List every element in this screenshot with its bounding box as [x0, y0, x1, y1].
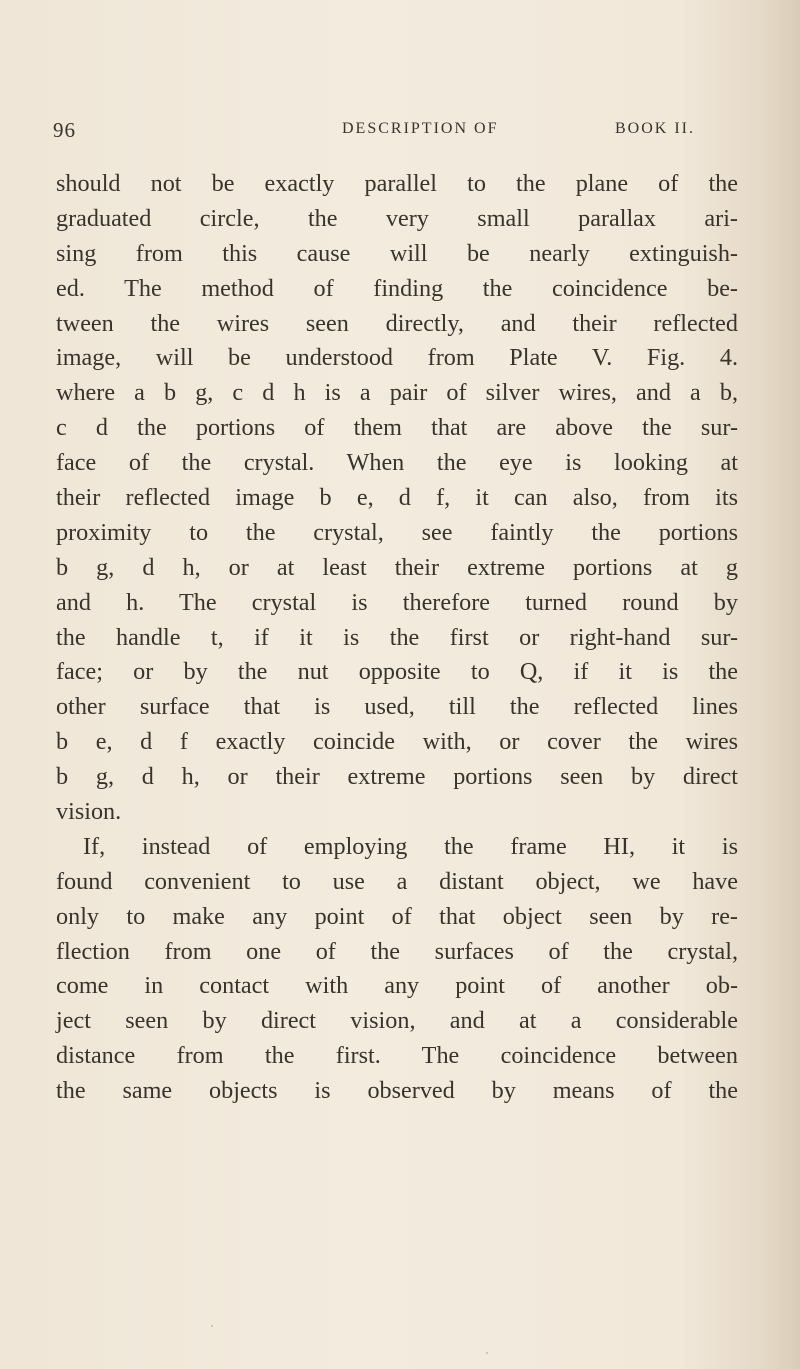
- text-line: distance from the first. The coincidence between: [56, 1042, 738, 1070]
- text-line: If, instead of employing the frame HI, it is: [83, 832, 738, 860]
- text-line: the same objects is observed by means of the: [56, 1077, 738, 1105]
- running-header: [0, 118, 800, 148]
- text-line: the handle t, if it is the first or right-hand sur-: [56, 623, 738, 651]
- page-number: 96: [53, 118, 76, 142]
- text-line: and h. The crystal is therefore turned round by: [56, 588, 738, 616]
- text-line: c d the portions of them that are above the sur-: [56, 414, 738, 442]
- text-line: their reflected image b e, d f, it can also, from its: [56, 484, 738, 512]
- text-line: vision.: [56, 798, 122, 826]
- paper-speck: [211, 1325, 213, 1327]
- text-line: face; or by the nut opposite to Q, if it is the: [56, 658, 738, 686]
- running-title: DESCRIPTION OF: [342, 120, 499, 137]
- text-line: b e, d f exactly coincide with, or cover the wires: [56, 728, 738, 756]
- text-line: other surface that is used, till the reflected lines: [56, 693, 738, 721]
- text-line: graduated circle, the very small parallax ari-: [56, 204, 738, 232]
- text-line: b g, d h, or at least their extreme portions at g: [56, 553, 738, 581]
- text-line: b g, d h, or their extreme portions seen by direct: [56, 763, 738, 791]
- text-line: where a b g, c d h is a pair of silver wires, and a b,: [56, 379, 738, 407]
- text-line: ed. The method of finding the coincidence be-: [56, 274, 738, 302]
- text-line: face of the crystal. When the eye is looking at: [56, 449, 738, 477]
- paper-speck: [486, 1352, 488, 1354]
- book-label: BOOK II.: [615, 120, 695, 137]
- body-text: [56, 167, 738, 1109]
- text-line: tween the wires seen directly, and their reflected: [56, 309, 738, 337]
- text-line: sing from this cause will be nearly extinguish-: [56, 239, 738, 267]
- text-line: flection from one of the surfaces of the crystal,: [56, 937, 738, 965]
- text-line: image, will be understood from Plate V. Fig. 4.: [56, 344, 738, 372]
- text-line: should not be exactly parallel to the plane of the: [56, 170, 738, 197]
- text-line: proximity to the crystal, see faintly the portions: [56, 518, 738, 546]
- text-line: come in contact with any point of another ob-: [56, 972, 738, 1000]
- text-line: ject seen by direct vision, and at a considerable: [56, 1007, 738, 1035]
- text-line: found convenient to use a distant object, we have: [56, 867, 738, 895]
- text-line: only to make any point of that object seen by re-: [56, 902, 738, 930]
